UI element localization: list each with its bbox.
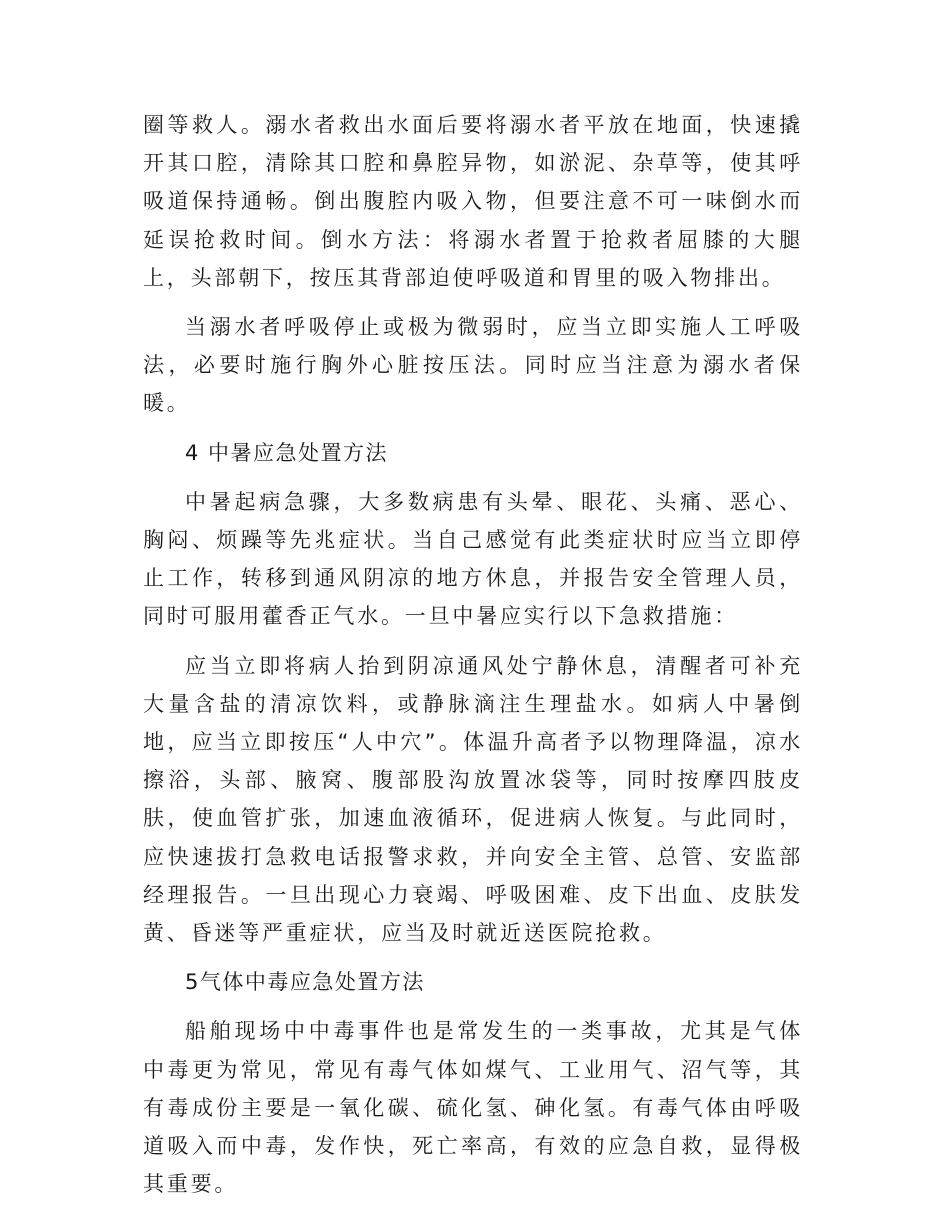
document-body bbox=[143, 106, 803, 1203]
paragraph-artificial-respiration: 当溺水者呼吸停止或极为微弱时，应当立即实施人工呼吸法，必要时施行胸外心脏按压法。同时应当注意为溺水者保暖。 bbox=[143, 315, 803, 416]
section-heading-gas-poisoning: 5气体中毒应急处置方法 bbox=[185, 970, 425, 995]
paragraph-heatstroke-symptoms: 中暑起病急骤，大多数病患有头晕、眼花、头痛、恶心、胸闷、烦躁等先兆症状。当自己感觉有此类症状时应当立即停止工作，转移到通风阴凉的地方休息，并报告安全管理人员，同时可服用藿香正气水。一旦中暑应实行以下急救措施： bbox=[143, 489, 803, 629]
paragraph-gas-poisoning: 船舶现场中中毒事件也是常发生的一类事故，尤其是气体中毒更为常见，常见有毒气体如煤气、工业用气、沼气等，其有毒成份主要是一氧化碳、硫化氢、砷化氢。有毒气体由呼吸道吸入而中毒，发作快，死亡率高，有效的应急自救，显得极其重要。 bbox=[143, 1019, 803, 1197]
paragraph-drowning-rescue: 圈等救人。溺水者救出水面后要将溺水者平放在地面，快速撬开其口腔，清除其口腔和鼻腔异物，如淤泥、杂草等，使其呼吸道保持通畅。倒出腹腔内吸入物，但要注意不可一味倒水而延误抢救时间。倒水方法：将溺水者置于抢救者屈膝的大腿上，头部朝下，按压其背部迫使呼吸道和胃里的吸入物排出。 bbox=[143, 113, 803, 290]
paragraph-heatstroke-first-aid: 应当立即将病人抬到阴凉通风处宁静休息，清醒者可补充大量含盐的清凉饮料，或静脉滴注生理盐水。如病人中暑倒地，应当立即按压“人中穴”。体温升高者予以物理降温，凉水擦浴，头部、腋窝、腹部股沟放置冰袋等，同时按摩四肢皮肤，使血管扩张，加速血液循环，促进病人恢复。与此同时，应快速拔打急救电话报警求救，并向安全主管、总管、安监部经理报告。一旦出现心力衰竭、呼吸困难、皮下出血、皮肤发黄、昏迷等严重症状，应当及时就近送医院抢救。 bbox=[143, 653, 803, 946]
section-heading-heatstroke: 4 中暑应急处置方法 bbox=[185, 440, 389, 465]
